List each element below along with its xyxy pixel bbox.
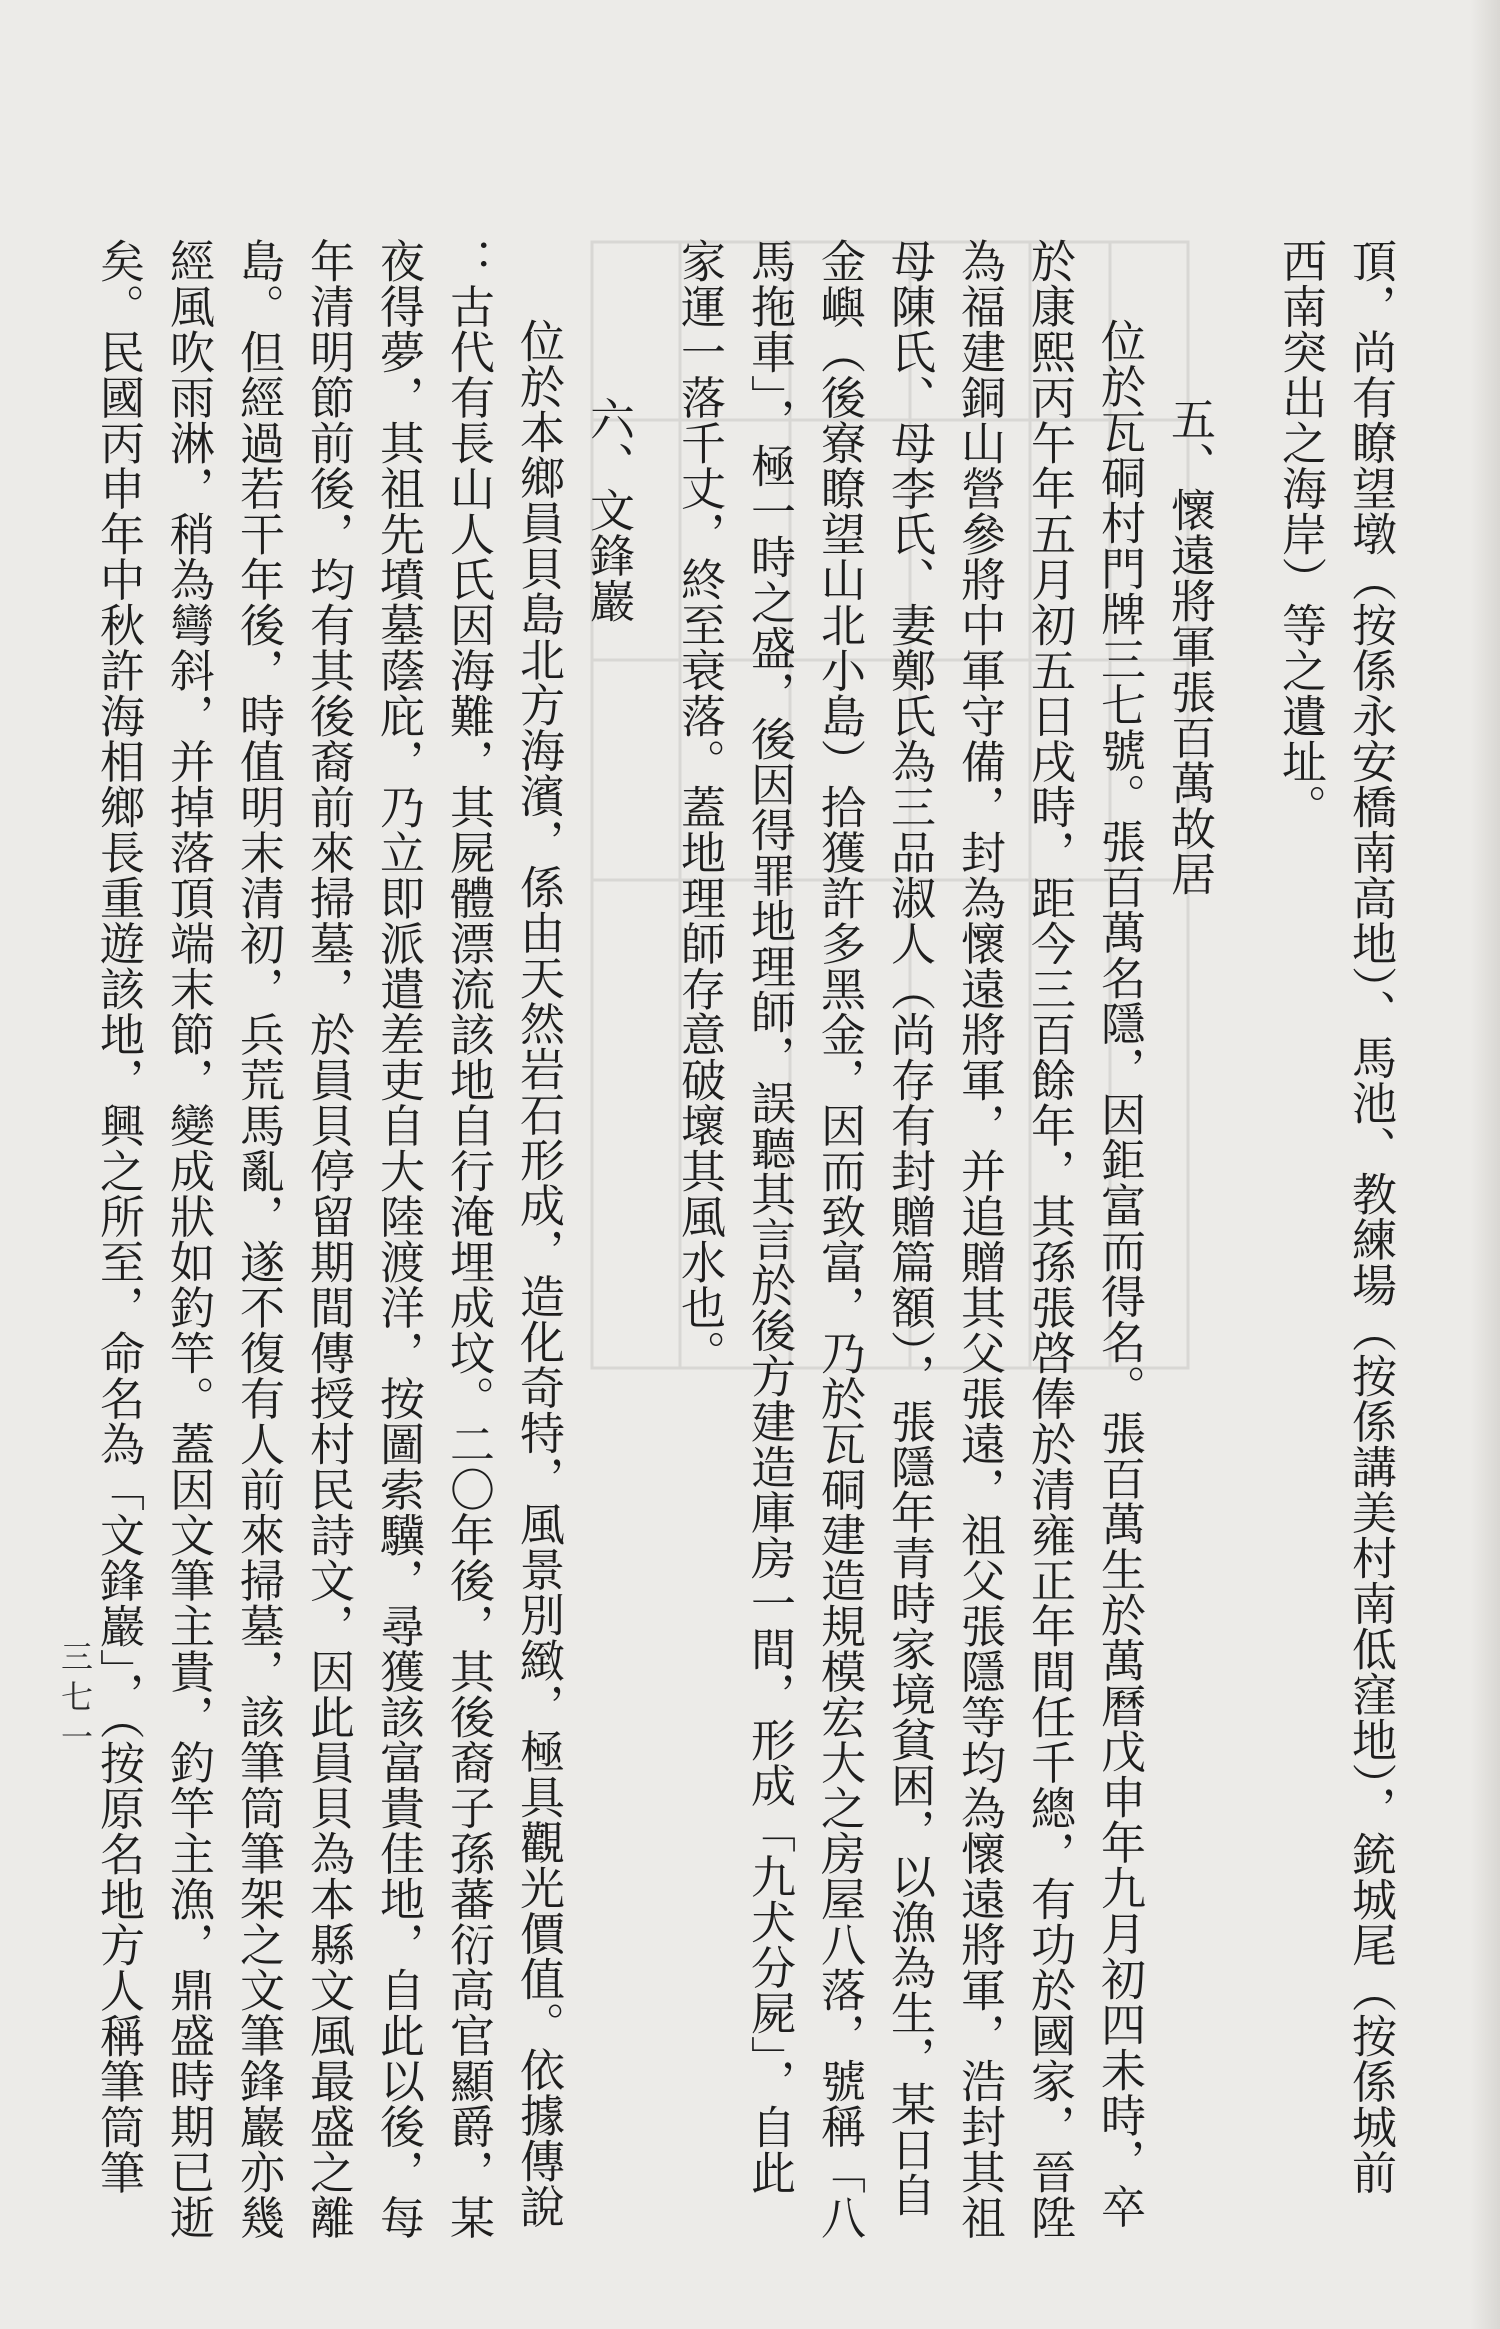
page-edge-shadow: [1470, 0, 1500, 2329]
text-column-6: 為福建銅山營參將中軍守備，封為懷遠將軍，并追贈其父張遠，祖父張隱等均為懷遠將軍，浩封其祖: [953, 238, 1006, 2240]
text-column-2: 西南突出之海岸）等之遺址。: [1274, 238, 1327, 830]
section-heading-6: 六、文鋒巖: [582, 396, 635, 624]
text-column-13: ：古代有長山人氏因海難，其屍體漂流該地自行淹埋成坟。二〇年後，其後裔子孫蕃衍高官顯爵，某: [442, 238, 495, 2240]
text-column-9: 馬拖車」，極一時之盛，後因得罪地理師，誤聽其言於後方建造庫房一間，形成「九犬分屍」，自此: [743, 238, 796, 2195]
page-number: 三七一: [56, 1640, 94, 1760]
text-column-14: 夜得夢，其祖先墳墓蔭庇，乃立即派遣差吏自大陸渡洋，按圖索驥，尋獲該富貴佳地，自此以後，每: [372, 238, 425, 2240]
text-column-16: 島。但經過若干年後，時值明末清初，兵荒馬亂，遂不復有人前來掃墓，該筆筒筆架之文筆鋒巖亦幾: [232, 238, 285, 2240]
text-column-10: 家運一落千丈，終至衰落。蓋地理師存意破壞其風水也。: [673, 238, 726, 1376]
section-heading-5: 五、懷遠將軍張百萬故居: [1163, 396, 1216, 897]
text-column-4: 位於瓦硐村門牌三七號。張百萬名隱，因鉅富而得名。張百萬生於萬曆戊申年九月初四未時，卒: [1093, 318, 1146, 2229]
text-column-17: 經風吹雨淋，稍為彎斜，并掉落頂端末節，變成狀如釣竿。蓋因文筆主貴，釣竿主漁，鼎盛時期已逝: [162, 238, 215, 2240]
text-column-15: 年清明節前後，均有其後裔前來掃墓，於員貝停留期間傳授村民詩文，因此員貝為本縣文風最盛之離: [302, 238, 355, 2240]
text-column-5: 於康熙丙午年五月初五日戌時，距今三百餘年，其孫張啓俸於清雍正年間任千總，有功於國家，晉陞: [1023, 238, 1076, 2240]
text-column-7: 母陳氏、母李氏、妻鄭氏為三品淑人（尚存有封贈篇額），張隱年青時家境貧困，以漁為生，某日自: [883, 238, 936, 2218]
text-column-18: 矣。民國丙申年中秋許海相鄉長重遊該地，興之所至，命名為「文鋒巖」，（按原名地方人稱筆筒筆: [92, 238, 145, 2195]
text-column-8: 金嶼（後寮瞭望山北小島）拾獲許多黑金，因而致富，乃於瓦硐建造規模宏大之房屋八落，號稱「八: [813, 238, 866, 2240]
text-column-1: 頂，尚有瞭望墩（按係永安橋南高地）、馬池、教練場（按係講美村南低窪地），銃城尾（按係城前: [1344, 238, 1397, 2195]
text-column-12: 位於本鄉員貝島北方海濱，係由天然岩石形成，造化奇特，風景別緻，極具觀光價值。依據傳說: [512, 318, 565, 2229]
